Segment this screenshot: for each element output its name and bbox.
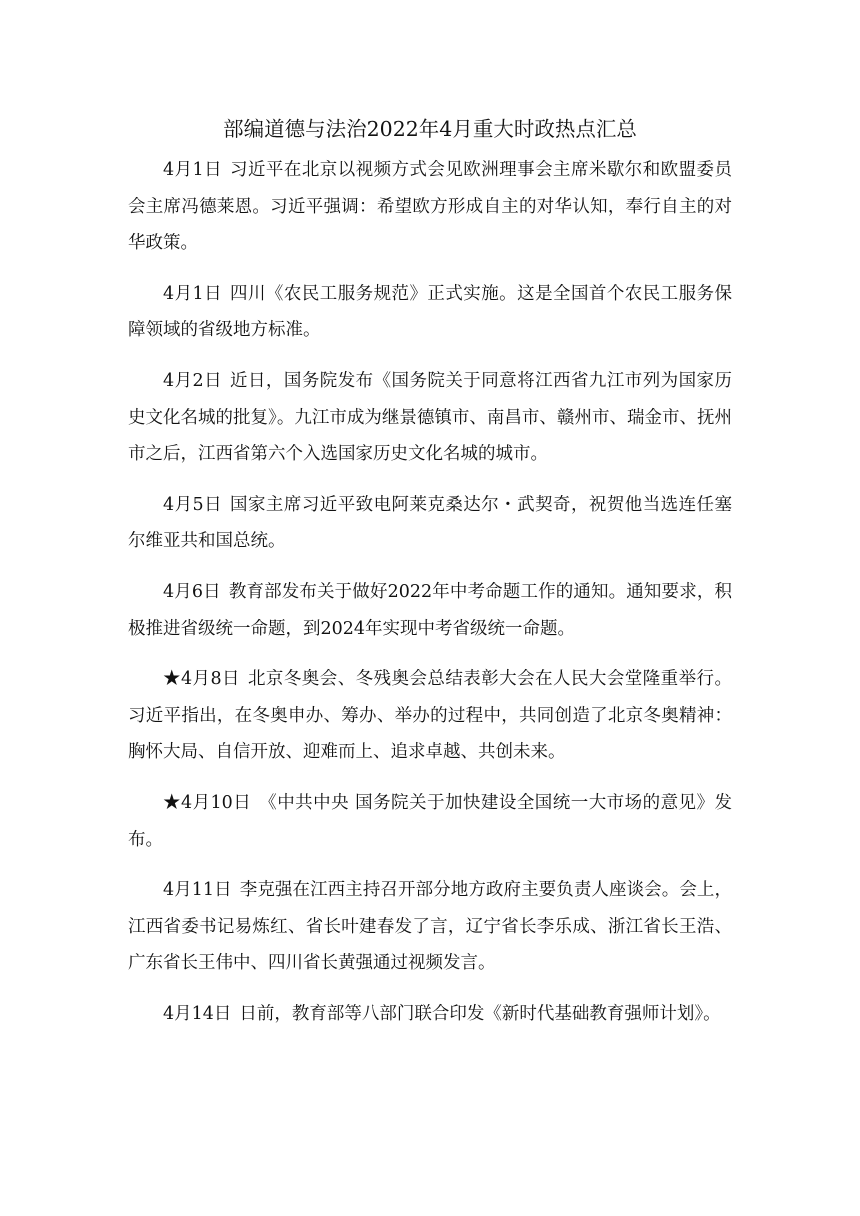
entry-text: 近日，国务院发布《国务院关于同意将江西省九江市列为国家历史文化名城的批复》。九江市成为继景德镇市、南昌市、赣州市、瑞金市、抚州市之后，江西省第六个入选国家历史文化名城的城市。 xyxy=(128,370,732,465)
news-entry xyxy=(128,785,732,858)
entry-text: 国家主席习近平致电阿莱克桑达尔・武契奇，祝贺他当选连任塞尔维亚共和国总统。 xyxy=(128,494,732,552)
entry-date: ★4月8日 xyxy=(163,669,240,690)
news-entry xyxy=(128,872,732,982)
entry-date: 4月6日 xyxy=(163,581,221,602)
news-entry xyxy=(128,996,732,1033)
entry-date: 4月14日 xyxy=(163,1003,232,1024)
news-entry xyxy=(128,276,732,349)
entry-date: 4月11日 xyxy=(163,880,232,901)
entry-text: 教育部发布关于做好2022年中考命题工作的通知。通知要求，积极推进省级统一命题，到2024年实现中考省级统一命题。 xyxy=(128,581,732,639)
news-entry xyxy=(128,661,732,771)
entry-date: 4月5日 xyxy=(163,494,223,515)
entry-date: 4月1日 xyxy=(163,160,223,180)
entry-date: 4月2日 xyxy=(163,370,223,391)
entry-text: 《中共中央 国务院关于加快建设全国统一大市场的意见》发布。 xyxy=(128,792,732,850)
entry-text: 北京冬奥会、冬残奥会总结表彰大会在人民大会堂隆重举行。习近平指出，在冬奥申办、筹办、举办的过程中，共同创造了北京冬奥精神：胸怀大局、自信开放、迎难而上、追求卓越、共创未来。 xyxy=(128,669,732,763)
entry-date: 4月1日 xyxy=(163,283,223,304)
entry-text: 李克强在江西主持召开部分地方政府主要负责人座谈会。会上，江西省委书记易炼红、省长叶建春发了言，辽宁省长李乐成、浙江省长王浩、广东省长王伟中、四川省长黄强通过视频发言。 xyxy=(128,880,733,974)
news-entry xyxy=(128,574,732,647)
entry-text: 日前，教育部等八部门联合印发《新时代基础教育强师计划》。 xyxy=(239,1003,721,1024)
news-entry xyxy=(128,487,732,560)
news-entry xyxy=(128,152,732,262)
news-entry xyxy=(128,363,732,473)
entry-text: 四川《农民工服务规范》正式实施。这是全国首个农民工服务保障领域的省级地方标准。 xyxy=(128,283,732,341)
entry-date: ★4月10日 xyxy=(163,792,252,813)
document-title: 部编道德与法治2022年4月重大时政热点汇总 xyxy=(223,117,637,141)
document-body xyxy=(128,152,732,1046)
entry-text: 习近平在北京以视频方式会见欧洲理事会主席米歇尔和欧盟委员会主席冯德莱恩。习近平强调：希望欧方形成自主的对华认知，奉行自主的对华政策。 xyxy=(128,160,732,254)
